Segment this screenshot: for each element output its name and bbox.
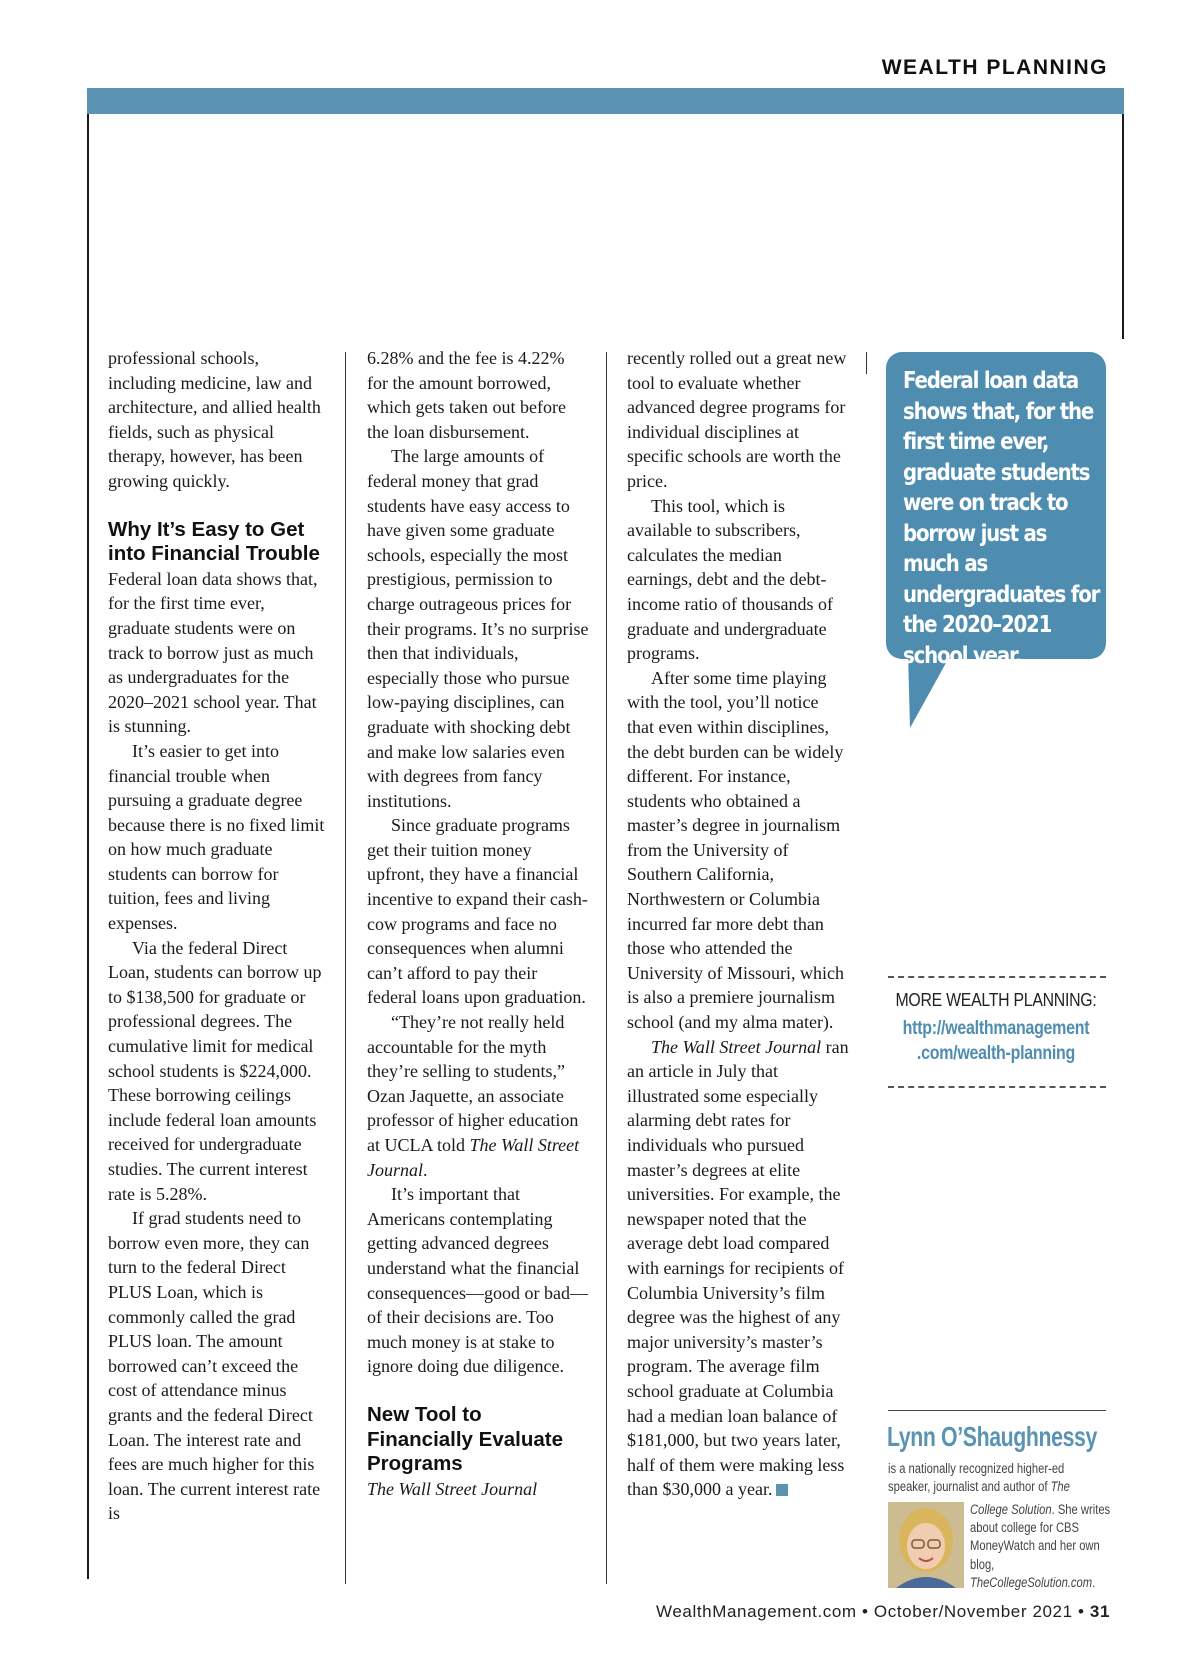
column-divider bbox=[866, 352, 867, 374]
paragraph: 6.28% and the fee is 4.22% for the amount borrowed, which gets taken out before the loan disbursement. bbox=[367, 348, 566, 442]
page-number: 31 bbox=[1089, 1602, 1110, 1621]
link-line-2[interactable]: .com/wealth-planning bbox=[916, 1043, 1076, 1064]
paragraph: This tool, which is available to subscribers, calculates the median earnings, debt and the debt-income ratio of thousands of graduate and undergraduate programs. bbox=[627, 495, 833, 664]
header-color-bar bbox=[87, 88, 1124, 114]
text-span: is a nationally recognized higher-ed speaker, journalist and author of bbox=[888, 1461, 1065, 1494]
text-span: . She writes about college for CBS MoneyWatch and her own blog, bbox=[970, 1502, 1111, 1572]
dashed-divider bbox=[888, 976, 1106, 978]
author-bio bbox=[970, 1501, 1111, 1592]
page-footer bbox=[656, 1602, 1110, 1622]
paragraph: professional schools, including medicine, law and architecture, and allied health fields, such as physical therapy, however, has been growing quickly. bbox=[108, 348, 321, 491]
link-line-1[interactable]: http://wealthmanagement bbox=[902, 1018, 1090, 1039]
footer-separator: • bbox=[1078, 1602, 1085, 1621]
author-intro bbox=[888, 1460, 1105, 1496]
pull-quote-text: Federal loan data shows that, for the first time ever, graduate students were on track to borrow just as much as undergraduates for the 2020–2021 school year. bbox=[903, 368, 1100, 669]
book-title: The bbox=[1050, 1479, 1070, 1494]
more-label: MORE WEALTH PLANNING: bbox=[895, 990, 1097, 1010]
author-portrait-illustration bbox=[888, 1502, 964, 1588]
text-span: . bbox=[1092, 1574, 1096, 1590]
paragraph: recently rolled out a great new tool to evaluate whether advanced degree programs for individual disciplines at specific schools are worth the price. bbox=[627, 348, 847, 491]
author-divider bbox=[888, 1410, 1106, 1411]
book-title: College Solution bbox=[970, 1502, 1052, 1517]
paragraph: The large amounts of federal money that grad students have easy access to have given some graduate schools, especially the most prestigious, permission to charge outrageous prices for their programs. It’s no surprise then that individuals, especially those who pursue low-paying disciplines, can graduate with shocking debt and make low salaries even with degrees from fancy institutions. bbox=[367, 446, 589, 811]
dashed-divider bbox=[888, 1086, 1106, 1088]
publication-name: The Wall Street Journal bbox=[651, 1036, 822, 1057]
more-wealth-planning bbox=[880, 990, 1112, 1066]
column-divider bbox=[345, 352, 346, 1584]
end-of-article-mark bbox=[776, 1484, 788, 1496]
paragraph bbox=[367, 1477, 589, 1502]
paragraph: It’s important that Americans contemplating getting advanced degrees understand what the financial consequences—good or bad—of their decisions are. Too much money is at stake to ignore doing due diligence. bbox=[367, 1184, 588, 1377]
footer-issue: October/November 2021 bbox=[873, 1602, 1073, 1621]
author-name: Lynn O’Shaughnessy bbox=[887, 1421, 1097, 1452]
footer-site: WealthManagement.com bbox=[656, 1602, 857, 1621]
wealth-planning-link[interactable] bbox=[899, 1016, 1094, 1066]
text-span: “They’re not really held accountable for the myth they’re selling to students,” Ozan Jaquette, an associate professor of higher education at UCLA told bbox=[367, 1012, 579, 1155]
text-span: . bbox=[423, 1159, 428, 1180]
column-divider bbox=[606, 352, 607, 1584]
subheading: Why It’s Easy to Get into Financial Trouble bbox=[108, 517, 320, 566]
paragraph: Via the federal Direct Loan, students can borrow up to $138,500 for graduate or professional degrees. The cumulative limit for medical school students is $224,000. These borrowing ceilings include federal loan amounts received for undergraduate studies. The current interest rate is 5.28%. bbox=[108, 937, 322, 1204]
paragraph: Federal loan data shows that, for the first time ever, graduate students were on track to borrow just as much as undergraduates for the 2020–2021 school year. That is stunning. bbox=[108, 568, 318, 737]
section-label: WEALTH PLANNING bbox=[881, 56, 1108, 79]
pull-quote-bubble bbox=[886, 352, 1106, 669]
frame-right-rule bbox=[1122, 114, 1124, 339]
author-photo bbox=[888, 1502, 964, 1588]
publication-name: The Wall Street Journal bbox=[367, 1478, 538, 1499]
article-column-1 bbox=[108, 346, 330, 1526]
paragraph: If grad students need to borrow even more, they can turn to the federal Direct PLUS Loan, which is commonly called the grad PLUS loan. The amount borrowed can’t exceed the cost of attendance minus grants and the federal Direct Loan. The interest rate and fees are much higher for this loan. The current interest rate is bbox=[108, 1208, 321, 1524]
paragraph: After some time playing with the tool, you’ll notice that even within disciplines, the debt burden can be widely different. For instance, students who obtained a master’s degree in journalism from the University of Southern California, Northwestern or Columbia incurred far more debt than those who attended the University of Missouri, which is also a premiere journalism school (and my alma mater). bbox=[627, 667, 844, 1033]
subheading: New Tool to Financially Evaluate Programs bbox=[367, 1402, 563, 1476]
text-span: ran an article in July that illustrated some especially alarming debt rates for individuals who pursued master’s degrees at elite universities. For example, the newspaper noted that the average debt load compared with earnings for recipients of Columbia University’s film degree was the highest of any major university’s master’s program. The average film school graduate at Columbia had a median loan balance of $181,000, but two years later, half of them were making less than $30,000 a year. bbox=[627, 1036, 849, 1500]
blog-url[interactable]: TheCollegeSolution.com bbox=[970, 1574, 1093, 1590]
paragraph: It’s easier to get into financial trouble when pursuing a graduate degree because there is no fixed limit on how much graduate students can borrow for tuition, fees and living expenses. bbox=[108, 740, 325, 934]
publication-name: The Wall Street Journal bbox=[367, 1135, 580, 1180]
footer-separator: • bbox=[862, 1602, 869, 1621]
paragraph: Since graduate programs get their tuition money upfront, they have a financial incentive to expand their cash-cow programs and face no consequences when alumni can’t afford to pay their federal loans upon graduation. bbox=[367, 815, 588, 1008]
article-column-2 bbox=[367, 346, 589, 1501]
paragraph bbox=[627, 1035, 849, 1502]
paragraph bbox=[367, 1010, 589, 1182]
frame-left-rule bbox=[87, 114, 89, 1579]
article-column-3 bbox=[627, 346, 849, 1502]
